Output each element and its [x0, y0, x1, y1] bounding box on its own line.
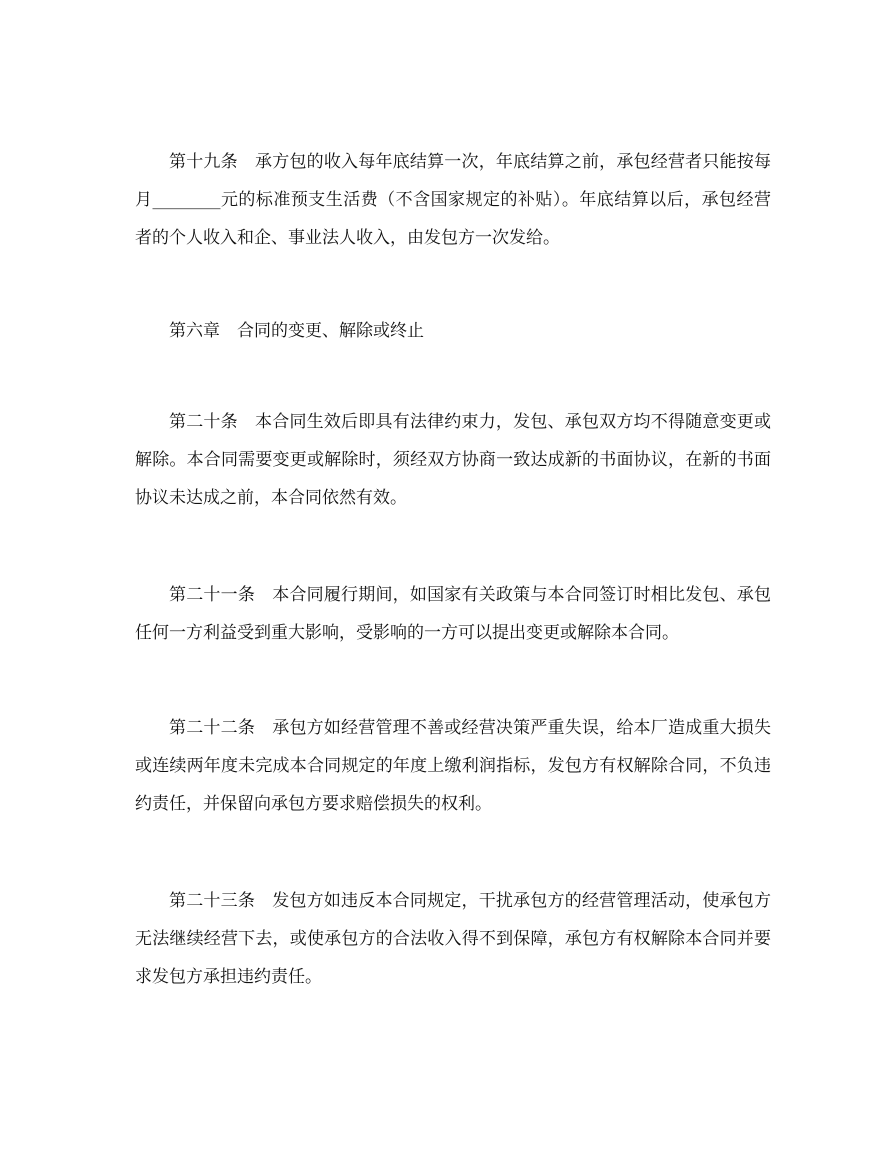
spacer: [135, 350, 771, 403]
article-21: 第二十一条 本合同履行期间，如国家有关政策与本合同签订时相比发包、承包任何一方利益受到重大影响，受影响的一方可以提出变更或解除本合同。: [135, 585, 771, 643]
article-19: 第十九条 承方包的收入每年底结算一次，年底结算之前，承包经营者只能按每月________元的标准预支生活费（不含国家规定的补贴）。年底结算以后，承包经营者的个人收入和企、事业法人收入，由发包方一次发给。: [135, 152, 771, 248]
article-20: 第二十条 本合同生效后即具有法律约束力，发包、承包双方均不得随意变更或解除。本合同需要变更或解除时，须经双方协商一致达成新的书面协议，在新的书面协议未达成之前，本合同依然有效。: [135, 412, 771, 508]
chapter-6-heading: 第六章 合同的变更、解除或终止: [169, 321, 424, 341]
article-23: 第二十三条 发包方如违反本合同规定，干扰承包方的经营管理活动，使承包方无法继续经营下去，或使承包方的合法收入得不到保障，承包方有权解除本合同并要求发包方承担违约责任。: [135, 891, 771, 987]
spacer: [135, 257, 771, 312]
document-body: [135, 143, 771, 996]
spacer: [135, 517, 771, 576]
spacer: [135, 823, 771, 882]
spacer: [135, 652, 771, 709]
article-22: 第二十二条 承包方如经营管理不善或经营决策严重失误，给本厂造成重大损失或连续两年度未完成本合同规定的年度上缴利润指标，发包方有权解除合同，不负违约责任，并保留向承包方要求赔偿损失的权利。: [135, 718, 771, 814]
